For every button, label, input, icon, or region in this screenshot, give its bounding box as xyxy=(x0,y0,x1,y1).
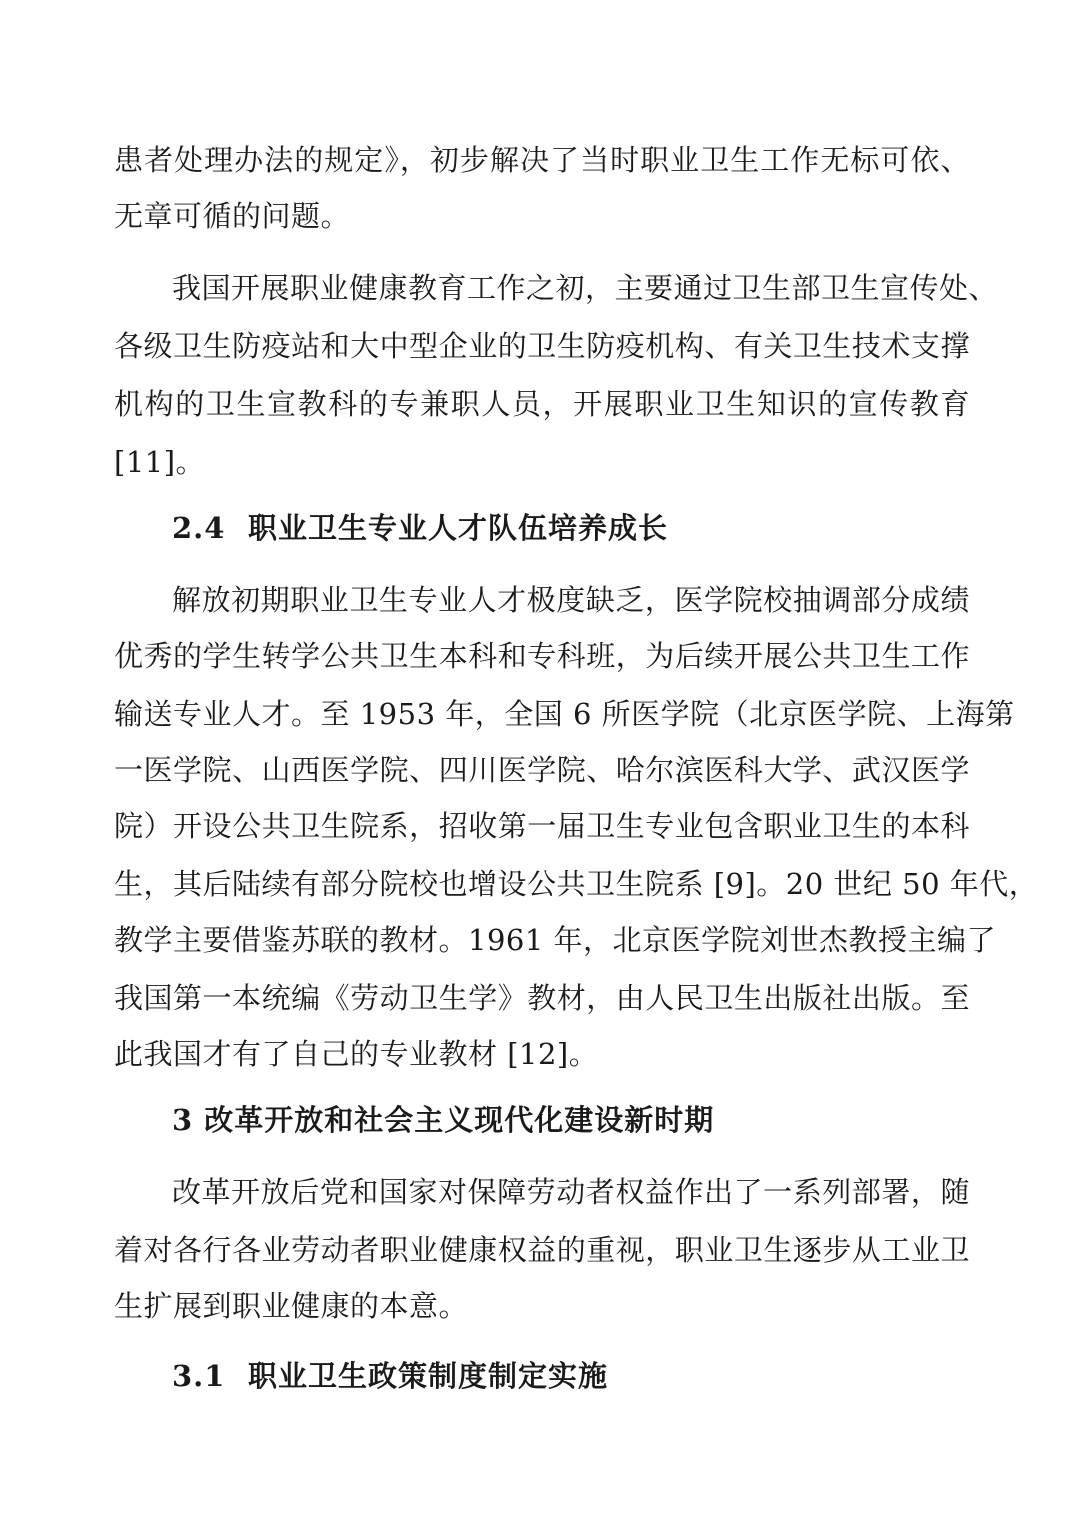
paragraph-line: 我国开展职业健康教育工作之初，主要通过卫生部卫生宣传处、 xyxy=(172,271,999,305)
paragraph-line: 解放初期职业卫生专业人才极度缺乏，医学院校抽调部分成绩 xyxy=(172,583,970,617)
paragraph-line: 改革开放后党和国家对保障劳动者权益作出了一系列部署，随 xyxy=(172,1175,970,1209)
section-number: 3.1 xyxy=(172,1359,226,1393)
paragraph-line: 优秀的学生转学公共卫生本科和专科班，为后续开展公共卫生工作 xyxy=(114,639,970,673)
paragraph-line: 无章可循的问题。 xyxy=(114,199,351,233)
paragraph-line: 教学主要借鉴苏联的教材。1961 年，北京医学院刘世杰教授主编了 xyxy=(114,923,997,957)
section-heading-3-1 xyxy=(172,1356,608,1396)
paragraph-line: 院）开设公共卫生院系，招收第一届卫生专业包含职业卫生的本科 xyxy=(114,809,970,843)
paragraph-line: 生，其后陆续有部分院校也增设公共卫生院系 [9]。20 世纪 50 年代， xyxy=(114,867,1039,901)
paragraph-line: 此我国才有了自己的专业教材 [12]。 xyxy=(114,1037,599,1071)
paragraph-line: 患者处理办法的规定》，初步解决了当时职业卫生工作无标可依、 xyxy=(114,143,970,177)
paragraph-line: 机构的卫生宣教科的专兼职人员，开展职业卫生知识的宣传教育 xyxy=(114,387,970,421)
section-title: 职业卫生专业人才队伍培养成长 xyxy=(248,511,669,545)
paragraph-line: [11]。 xyxy=(114,445,206,479)
section-heading-2-4 xyxy=(172,508,668,548)
paragraph-line: 生扩展到职业健康的本意。 xyxy=(114,1289,469,1323)
chapter-heading-3: 3 改革开放和社会主义现代化建设新时期 xyxy=(172,1103,715,1137)
paragraph-line: 我国第一本统编《劳动卫生学》教材，由人民卫生出版社出版。至 xyxy=(114,981,970,1015)
paragraph-line: 着对各行各业劳动者职业健康权益的重视，职业卫生逐步从工业卫 xyxy=(114,1233,970,1267)
section-number: 2.4 xyxy=(172,511,226,545)
paragraph-line: 各级卫生防疫站和大中型企业的卫生防疫机构、有关卫生技术支撑 xyxy=(114,329,970,363)
section-title: 职业卫生政策制度制定实施 xyxy=(248,1359,609,1393)
paragraph-line: 输送专业人才。至 1953 年，全国 6 所医学院（北京医学院、上海第 xyxy=(114,697,1015,731)
paragraph-line: 一医学院、山西医学院、四川医学院、哈尔滨医科大学、武汉医学 xyxy=(114,753,970,787)
